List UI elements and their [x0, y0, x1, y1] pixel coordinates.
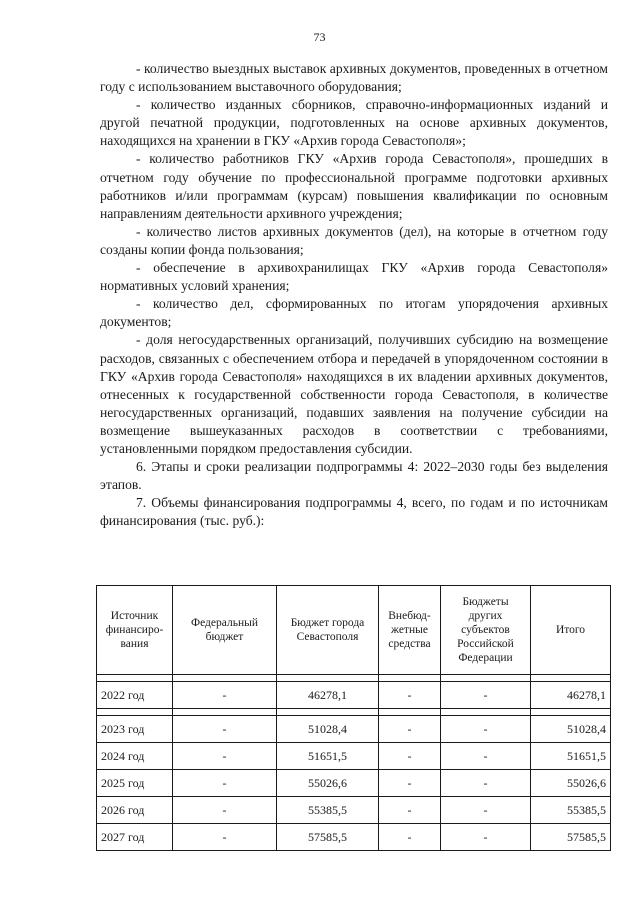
cell-extra: - — [379, 743, 441, 770]
cell-total: 46278,1 — [531, 682, 611, 709]
cell-other-regions: - — [441, 716, 531, 743]
paragraph-arranged-files: - количество дел, сформированных по итогам упорядочения архивных документов; — [100, 296, 608, 330]
paragraph-stages: 6. Этапы и сроки реализации подпрограммы 4: 2022–2030 годы без выделения этапов. — [100, 459, 608, 493]
cell-total: 51028,4 — [531, 716, 611, 743]
paragraph-storage-conditions: - обеспечение в архивохранилищах ГКУ «Архив города Севастополя» нормативных условий хранения; — [100, 260, 608, 294]
table-row — [97, 770, 611, 797]
table-header-row — [97, 586, 611, 675]
cell-extra: - — [379, 682, 441, 709]
table-spacer-row — [97, 675, 611, 682]
header-source: Источник финансиро-вания — [97, 586, 173, 675]
cell-total: 51651,5 — [531, 743, 611, 770]
paragraph-exhibitions: - количество выездных выставок архивных документов, проведенных в отчетном году с использованием выставочного оборудования; — [100, 61, 608, 95]
cell-year: 2024 год — [97, 743, 173, 770]
cell-year: 2022 год — [97, 682, 173, 709]
paragraph-funding-volumes: 7. Объемы финансирования подпрограммы 4, всего, по годам и по источникам финансирования (тыс. руб.): — [100, 495, 608, 529]
cell-other-regions: - — [441, 797, 531, 824]
cell-federal: - — [173, 797, 277, 824]
cell-extra: - — [379, 824, 441, 851]
table-row — [97, 716, 611, 743]
cell-city: 46278,1 — [277, 682, 379, 709]
paragraph-subsidy-share: - доля негосударственных организаций, получивших субсидию на возмещение расходов, связанных с обеспечением отбора и передачей в упорядоченном состоянии в ГКУ «Архив города Севастополя» находящихся в их владении архивных документов, отнесенных к государственной собственности города Севастополя, в количестве негосударственных организаций, подавших заявления на получение субсидии на возмещение вышеуказанных расходов в соответствии с требованиями, установленными порядком предоставления субсидии. — [100, 332, 608, 456]
header-other-regions: Бюджеты других субъектов Российской Федерации — [441, 586, 531, 675]
table-row — [97, 824, 611, 851]
page-number: 73 — [313, 30, 326, 44]
table-row — [97, 797, 611, 824]
table-spacer-row — [97, 709, 611, 716]
table-row — [97, 682, 611, 709]
cell-federal: - — [173, 682, 277, 709]
cell-total: 55026,6 — [531, 770, 611, 797]
cell-other-regions: - — [441, 770, 531, 797]
header-extrabudgetary: Внебюд-жетные средства — [379, 586, 441, 675]
cell-federal: - — [173, 743, 277, 770]
cell-city: 51651,5 — [277, 743, 379, 770]
document-body — [100, 60, 608, 530]
paragraph-publications: - количество изданных сборников, справочно-информационных изданий и другой печатной продукции, подготовленных на основе архивных документов, находящихся на хранении в ГКУ «Архив города Севастополя»; — [100, 97, 608, 149]
table-row — [97, 743, 611, 770]
paragraph-copies: - количество листов архивных документов (дел), на которые в отчетном году созданы копии фонда пользования; — [100, 223, 608, 257]
cell-other-regions: - — [441, 824, 531, 851]
cell-city: 57585,5 — [277, 824, 379, 851]
cell-federal: - — [173, 716, 277, 743]
paragraph-staff-training: - количество работников ГКУ «Архив города Севастополя», прошедших в отчетном году обучение по профессиональной программе подготовки архивных работников и/или программам (курсам) повышения квалификации по основным направлениям деятельности архивного учреждения; — [100, 151, 608, 221]
header-city-budget: Бюджет города Севастополя — [277, 586, 379, 675]
cell-other-regions: - — [441, 743, 531, 770]
cell-year: 2023 год — [97, 716, 173, 743]
cell-city: 55385,5 — [277, 797, 379, 824]
cell-year: 2025 год — [97, 770, 173, 797]
cell-federal: - — [173, 770, 277, 797]
cell-extra: - — [379, 716, 441, 743]
cell-city: 51028,4 — [277, 716, 379, 743]
cell-federal: - — [173, 824, 277, 851]
funding-table — [96, 585, 611, 851]
cell-other-regions: - — [441, 682, 531, 709]
header-federal-budget: Федеральный бюджет — [173, 586, 277, 675]
cell-extra: - — [379, 770, 441, 797]
cell-total: 55385,5 — [531, 797, 611, 824]
cell-year: 2027 год — [97, 824, 173, 851]
cell-extra: - — [379, 797, 441, 824]
cell-city: 55026,6 — [277, 770, 379, 797]
header-total: Итого — [531, 586, 611, 675]
cell-year: 2026 год — [97, 797, 173, 824]
cell-total: 57585,5 — [531, 824, 611, 851]
